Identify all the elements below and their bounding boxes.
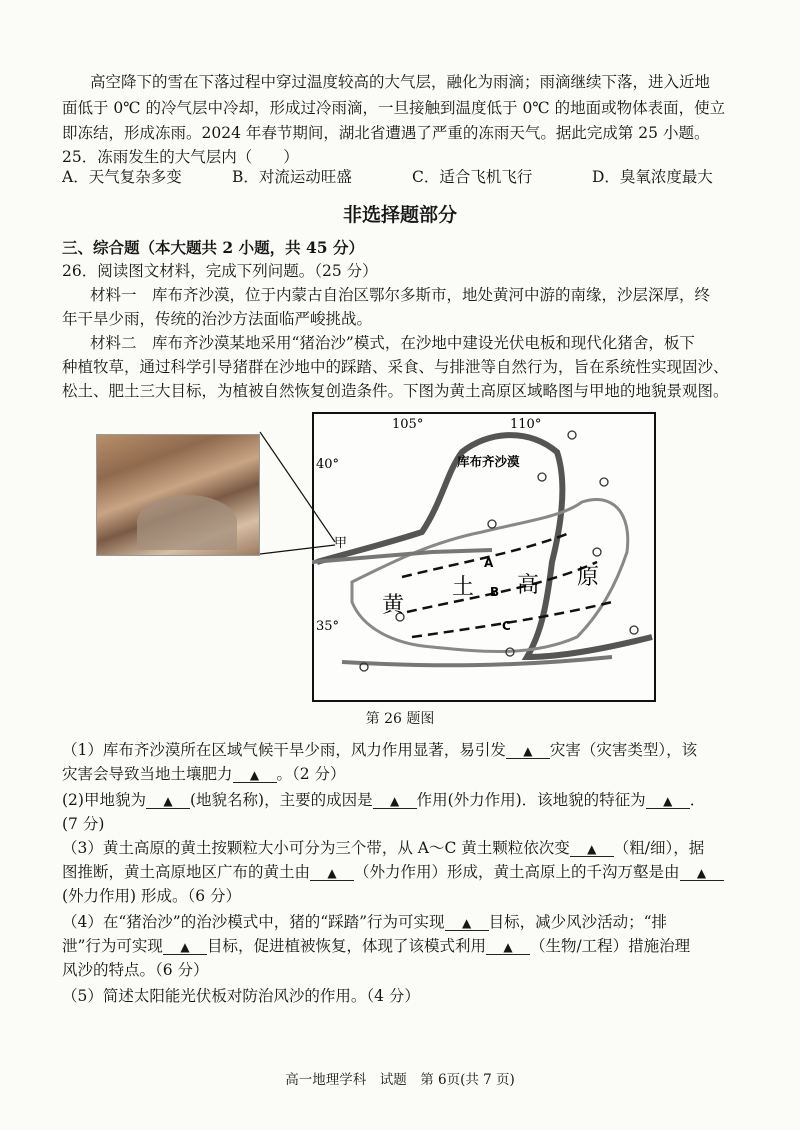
- answer-blank[interactable]: ▲: [680, 866, 724, 881]
- plateau-char-4: 原: [577, 565, 600, 590]
- q26-material2-line2: 种植牧草，通过科学引导猪群在沙地中的踩踏、采食、与排泄等自然行为，旨在系统性实现固沙、: [62, 358, 729, 376]
- loess-plateau-map: [312, 412, 656, 702]
- q25-option-a: A．天气复杂多变: [62, 168, 182, 186]
- answer-blank[interactable]: ▲: [233, 768, 277, 783]
- plateau-char-3: 高: [517, 573, 540, 598]
- answer-blank[interactable]: ▲: [646, 794, 690, 809]
- answer-blank[interactable]: ▲: [163, 940, 207, 955]
- answer-blank[interactable]: ▲: [445, 916, 489, 931]
- lon-105-label: 105°: [392, 417, 424, 432]
- q25-stem: 25．冻雨发生的大气层内（ ）: [62, 148, 299, 166]
- page-footer: 高一地理学科 试题 第 6页(共 7 页): [285, 1072, 515, 1088]
- q25-options: [62, 165, 762, 187]
- q26-stem: 26．阅读图文材料，完成下列问题。（25 分）: [62, 262, 378, 280]
- intro-line-1: 高空降下的雪在下落过程中穿过温度较高的大气层，融化为雨滴；雨滴继续下落，进入近地: [90, 73, 711, 91]
- belt-b-label: B: [490, 585, 500, 599]
- answer-blank[interactable]: ▲: [310, 866, 354, 881]
- q25-option-b: B．对流运动旺盛: [232, 168, 352, 186]
- plateau-char-1: 黄: [382, 593, 405, 618]
- q26-material1-line2: 年干旱少雨，传统的治沙方法面临严峻挑战。: [62, 310, 373, 328]
- plateau-char-2: 土: [452, 575, 475, 600]
- q26-1-line1: （1）库布齐沙漠所在区域气候干旱少雨，风力作用显著，易引发 ▲ 灾害（灾害类型），该: [62, 741, 698, 759]
- photo-connector: [250, 430, 340, 560]
- q26-4-line2: 泄”行为可实现 ▲ 目标，促进植被恢复，体现了该模式利用 ▲ （生物/工程）措施治理: [62, 937, 691, 955]
- q25-option-c: C．适合飞机飞行: [412, 168, 533, 186]
- jia-label: 甲: [334, 536, 348, 551]
- answer-blank[interactable]: ▲: [146, 794, 190, 809]
- q26-3-line1: （3）黄土高原的黄土按颗粒大小可分为三个带，从 A～C 黄土颗粒依次变 ▲ （粗/细），据: [62, 839, 705, 857]
- answer-blank[interactable]: ▲: [486, 940, 530, 955]
- q26-1-line2: 灾害会导致当地土壤肥力 ▲ 。（2 分）: [62, 765, 346, 783]
- q26-material1-line1: 材料一 库布齐沙漠，位于内蒙古自治区鄂尔多斯市，地处黄河中游的南缘，沙层深厚，终: [90, 286, 711, 304]
- q26-4-line1: （4）在“猪治沙”的治沙模式中，猪的“踩踏”行为可实现 ▲ 目标，减少风沙活动；“排: [62, 913, 667, 931]
- answer-blank[interactable]: ▲: [570, 842, 614, 857]
- lat-35-label: 35°: [316, 619, 340, 634]
- q26-2-line2: (7 分): [62, 815, 105, 833]
- desert-label: 库布齐沙漠: [457, 454, 520, 469]
- answer-blank[interactable]: ▲: [373, 794, 417, 809]
- q26-material2-line1: 材料二 库布齐沙漠某地采用“猪治沙”模式，在沙地中建设光伏电板和现代化猪舍，板下: [90, 334, 695, 352]
- answer-blank[interactable]: ▲: [506, 744, 550, 759]
- q26-2-line1: (2)甲地貌为 ▲ (地貌名称)，主要的成因是 ▲ 作用(外力作用)．该地貌的特征为 ▲ ．: [62, 791, 706, 809]
- belt-c-label: C: [502, 619, 511, 633]
- figure-caption: 第 26 题图: [365, 711, 435, 727]
- intro-line-2: 面低于 0℃ 的冷气层中冷却，形成过冷雨滴，一旦接触到温度低于 0℃ 的地面或物体表面，使立: [62, 99, 726, 117]
- q26-3-line3: (外力作用) 形成。（6 分）: [62, 887, 242, 905]
- q26-3-line2: 图推断，黄土高原地区广布的黄土由 ▲ （外力作用）形成，黄土高原上的千沟万壑是由 ▲: [62, 860, 760, 884]
- intro-line-3: 即冻结，形成冻雨。2024 年春节期间，湖北省遭遇了严重的冻雨天气。据此完成第 25 小题。: [62, 124, 710, 142]
- landform-photo: [96, 434, 260, 556]
- section-title: 非选择题部分: [342, 204, 457, 226]
- section3-head: 三、综合题（本大题共 2 小题，共 45 分）: [62, 238, 364, 257]
- lon-110-label: 110°: [510, 417, 542, 432]
- q26-5: （5）简述太阳能光伏板对防治风沙的作用。（4 分）: [62, 987, 420, 1005]
- belt-a-label: A: [484, 556, 494, 570]
- q26-4-line3: 风沙的特点。（6 分）: [62, 961, 209, 979]
- lat-40-label: 40°: [316, 457, 340, 472]
- q25-option-d: D．臭氧浓度最大: [592, 168, 713, 186]
- q26-material2-line3: 松土、肥土三大目标，为植被自然恢复创造条件。下图为黄土高原区域略图与甲地的地貌景观图。: [62, 382, 729, 400]
